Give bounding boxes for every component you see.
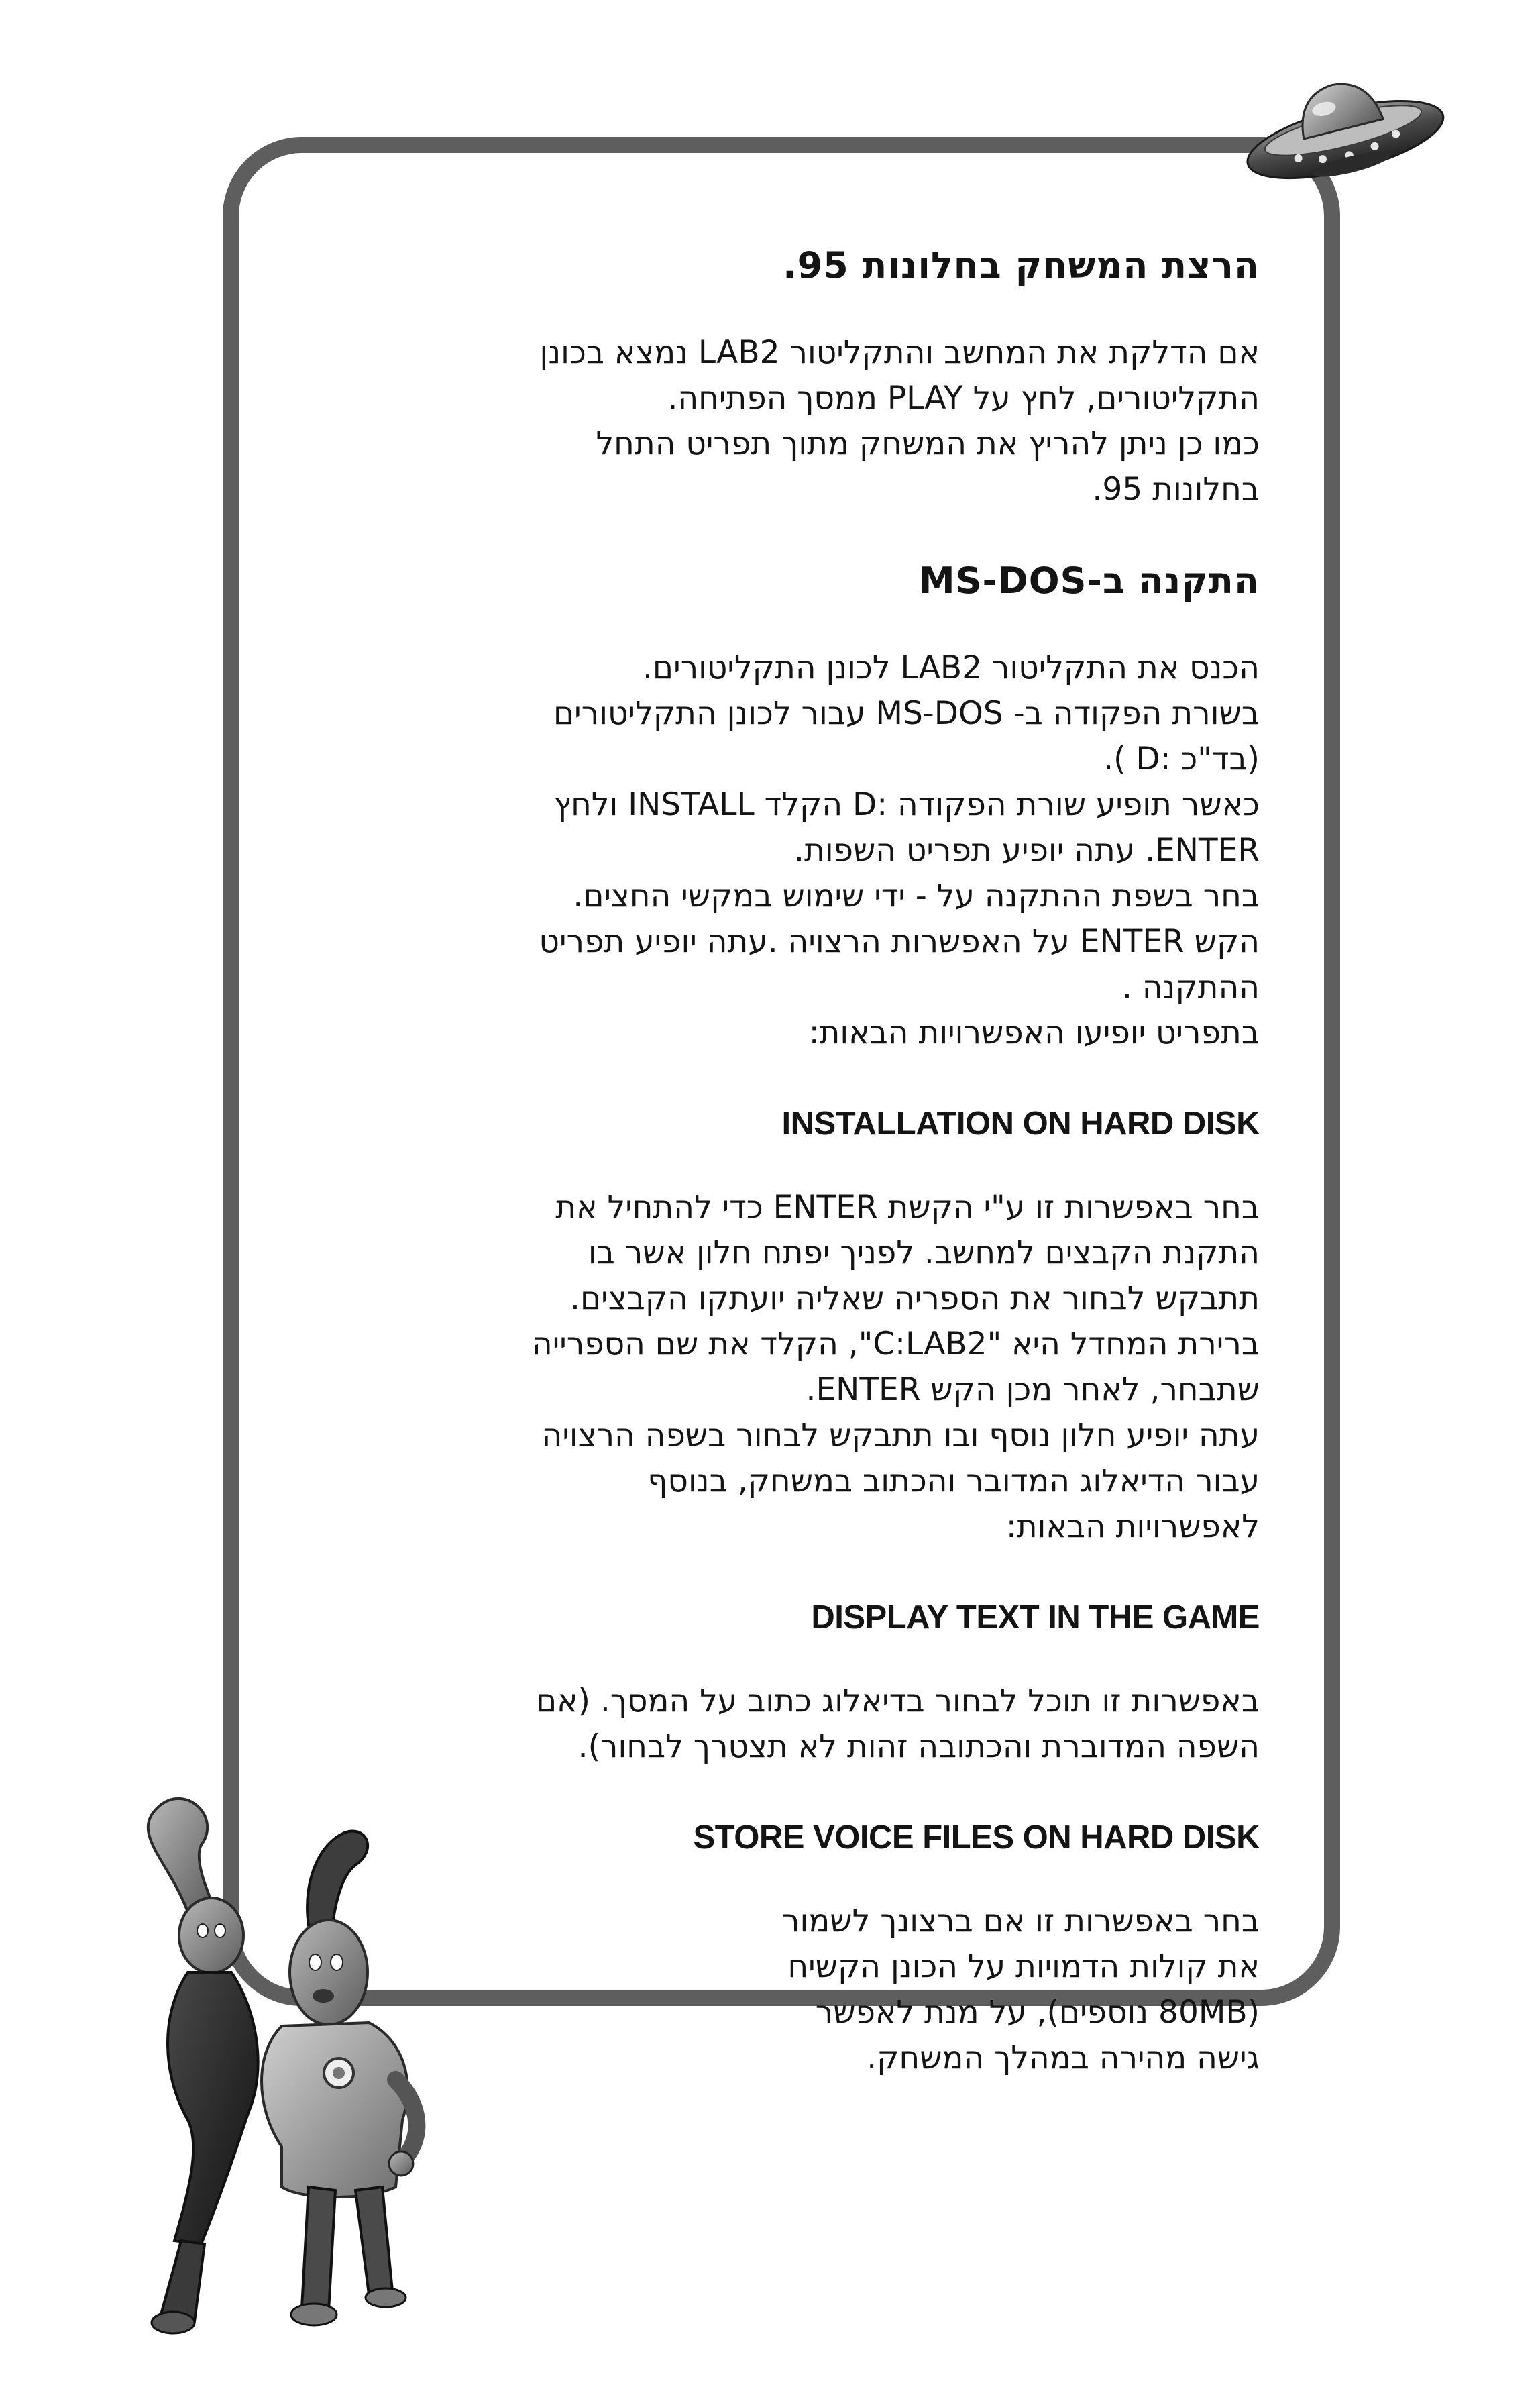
heading-display-text: DISPLAY TEXT IN THE GAME <box>811 1599 1260 1636</box>
section-display-text <box>335 1594 1260 1770</box>
text-line: בשורת הפקודה ב- MS-DOS עבור לכונן התקליטורים <box>553 695 1260 732</box>
section-install-hard-disk <box>335 1100 1260 1550</box>
text-line: עתה יופיע חלון נוסף ובו תתבקש לבחור בשפה הרצויה <box>541 1417 1260 1454</box>
text-line: כאשר תופיע שורת הפקודה :D הקלד INSTALL ולחץ <box>553 786 1260 823</box>
flying-saucer-icon <box>1227 40 1449 208</box>
text-line: כמו כן ניתן להריץ את המשחק מתוך תפריט התחל <box>596 425 1260 462</box>
text-line: ברירת המחדל היא "C:LAB2", הקלד את שם הספרייה <box>532 1326 1260 1363</box>
paragraph-display-text <box>335 1679 1260 1770</box>
section-windows95 <box>335 242 1260 513</box>
text-line: ההתקנה . <box>1121 969 1260 1006</box>
text-line: הכנס את התקליטור LAB2 לכונן התקליטורים. <box>642 649 1260 686</box>
text-line: הקש ENTER על האפשרות הרצויה .עתה יופיע תפריט <box>539 923 1260 960</box>
text-line: אם הדלקת את המחשב והתקליטור LAB2 נמצא בכונן <box>539 334 1260 371</box>
text-line: בחר באפשרות זו ע"י הקשת ENTER כדי להתחיל את <box>555 1189 1260 1226</box>
heading-msdos-english: MS-DOS <box>918 560 1087 602</box>
text-line: (בד"כ :D ). <box>1103 741 1260 778</box>
text-line: גישה מהירה במהלך המשחק. <box>867 2039 1260 2076</box>
text-line: תתבקש לבחור את הספריה שאליה יועתקו הקבצים. <box>570 1280 1260 1317</box>
text-line: השפה המדוברת והכתובה זהות לא תצטרך לבחור). <box>578 1728 1260 1765</box>
cartoon-couple-illustration <box>87 1758 523 2375</box>
text-line: בתפריט יופיעו האפשרויות הבאות: <box>808 1014 1260 1051</box>
heading-store-voice: STORE VOICE FILES ON HARD DISK <box>693 1819 1260 1856</box>
paragraph-msdos <box>335 645 1260 1056</box>
heading-install-hard-disk: INSTALLATION ON HARD DISK <box>781 1106 1260 1142</box>
text-line: באפשרות זו תוכל לבחור בדיאלוג כתוב על המסך. (אם <box>535 1683 1260 1719</box>
text-line: בחר באפשרות זו אם ברצונך לשמור <box>782 1903 1260 1940</box>
text-line: ENTER. עתה יופיע תפריט השפות. <box>794 832 1260 869</box>
text-line: בחר בשפת ההתקנה על - ידי שימוש במקשי החצים. <box>573 878 1260 914</box>
text-line: שתבחר, לאחר מכן הקש ENTER. <box>806 1371 1260 1408</box>
section-msdos <box>335 557 1260 1056</box>
heading-msdos-hebrew: התקנה ב- <box>1087 560 1260 602</box>
text-line: לאפשרויות הבאות: <box>1005 1508 1260 1545</box>
text-line: עבור הדיאלוג המדובר והכתוב במשחק, בנוסף <box>647 1463 1260 1499</box>
heading-windows95: הרצת המשחק בחלונות 95. <box>783 244 1260 286</box>
text-line: את קולות הדמויות על הכונן הקשיח <box>787 1948 1260 1985</box>
text-line: (80MB נוספים), על מנת לאפשר <box>815 1994 1260 2031</box>
heading-msdos <box>335 557 1260 605</box>
text-line: התקליטורים, לחץ על PLAY ממסך הפתיחה. <box>667 380 1260 417</box>
paragraph-windows95 <box>335 330 1260 513</box>
text-line: התקנת הקבצים למחשב. לפניך יפתח חלון אשר בו <box>588 1234 1260 1271</box>
text-line: בחלונות 95. <box>1092 471 1260 508</box>
paragraph-install-hard-disk <box>335 1185 1260 1550</box>
